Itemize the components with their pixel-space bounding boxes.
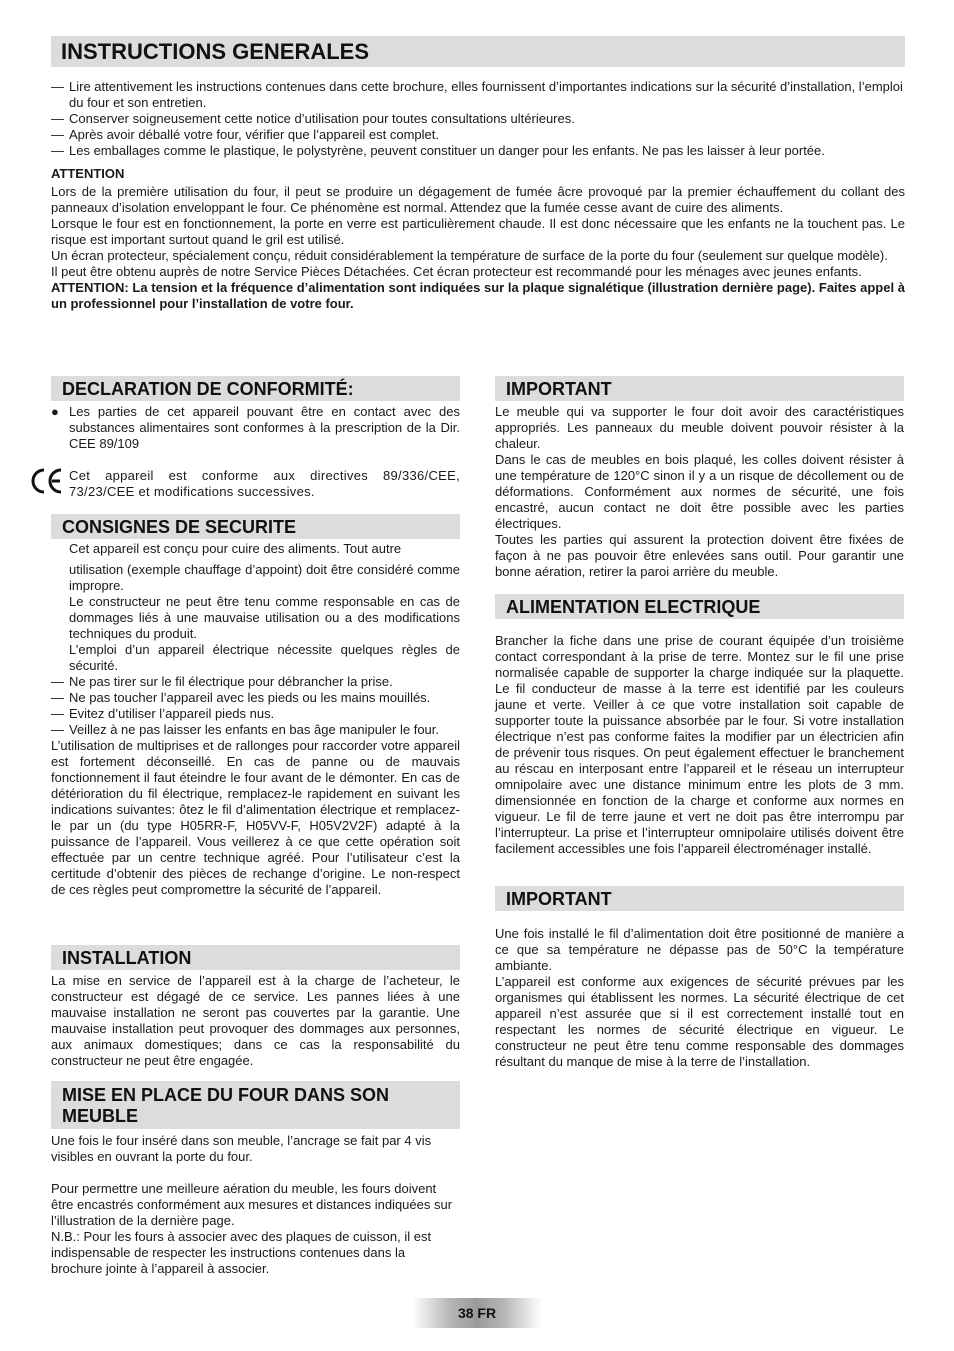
attention-paragraph: Lors de la première utilisation du four, il peut se produire un dégagement de fumée âcre provoqué par la premier échauffement du collant des panneaux d’isolation enveloppant le four. Ce phénomène est normal. Attendez que la fumée cesse avant de cuire des aliments.	[51, 184, 905, 215]
bullet-icon: ●	[51, 404, 59, 419]
list-item: — Veillez à ne pas laisser les enfants en bas âge manipuler le four.	[51, 722, 440, 737]
ce-mark-icon	[30, 466, 70, 496]
list-item: — Conserver soigneusement cette notice d’utilisation pour toutes consultations ultérieures.	[51, 111, 575, 126]
list-item: — Ne pas tirer sur le fil électrique pour débrancher la prise.	[51, 674, 393, 689]
page-number: 38 FR	[412, 1298, 542, 1328]
list-item: — Les emballages comme le plastique, le polystyrène, peuvent constituer un danger pour les enfants. Ne pas les laisser à leur portée.	[51, 143, 825, 158]
mise-en-place-block: Une fois le four inséré dans son meuble, l’ancrage se fait par 4 vis visibles en ouvrant la porte du four. Pour permettre une meilleure aération du meuble, les fours doivent être encastrés conformément aux mesures et distances indiquées sur l’illustration de la dernière page. N.B.: Pour les fours à associer avec des plaques de cuisson, il est indispensable de respecter les instructions contenues dans la brochure jointe à l’appareil à associer.	[51, 1133, 453, 1276]
attention-label: ATTENTION	[51, 166, 125, 181]
page-title: INSTRUCTIONS GENERALES	[51, 36, 905, 67]
important-block: Le meuble qui va supporter le four doit avoir des caractéristiques appropriés. Les panneaux du meuble doivent pouvoir résister à la chaleur. Dans le cas de meubles en bois plaqué, les colles doivent résister à une température de 120°C sinon il y a un risque de décollement ou de déformations. Conformément aux normes de sécurité, une fois encastré, aucun contact ne doit être possible avec les parties électriques. Toutes les parties qui assurent la protection doivent être fixées de façon à ne pas pouvoir être enlevées sans outil. Pour garantir une bonne aération, retirer la paroi arrière du meuble.	[495, 404, 904, 579]
list-item: — Evitez d’utiliser l’appareil pieds nus.	[51, 706, 275, 721]
attention-paragraph: Lorsque le four est en fonctionnement, la porte en verre est particulièrement chaude. Il est donc nécessaire que les enfants ne la touchent pas. Le risque est important surtout quand le gril est utilisé.	[51, 216, 905, 247]
declaration-bullet: ● Les parties de cet appareil pouvant être en contact avec des substances alimentaires sont conformes à la prescription de la Dir. CEE 89/109	[51, 404, 460, 451]
installation-text: La mise en service de l’appareil est à la charge de l’acheteur, le constructeur est dégagé de ce service. Les pannes liées à une mauvaise installation ne seront pas couvertes par la garantie. Une mauvaise installation peut provoquer des dommages aux personnes, aux animaux domestiques; dans ce cas la responsabilité du constructeur ne peut être engagée.	[51, 973, 460, 1068]
intro-list	[51, 79, 905, 159]
list-item: — Lire attentivement les instructions contenues dans cette brochure, elles fournissent d’importantes indications sur la sécurité d’installation, l’emploi du four et son entretien.	[51, 79, 903, 110]
section-title-declaration: DECLARATION DE CONFORMITÉ:	[51, 376, 460, 401]
alimentation-text: Brancher la fiche dans une prise de courant équipée d’un troisième contact correspondant à la prise de terre. Montez sur le fil une prise normalisée capable de supporter la charge indiquée sur la plaquette. Le fil conducteur de masse à la terre est identifié par les couleurs jaune et verte. Veiller à ce que votre installation soit capable de supporter toute la puissance absorbée par le four. Si votre installation électrique n’est pas conforme faites la modifier par un électricien afin de prévenir tous risques. On peut également effectuer le branchement au réscau en interposant entre l’appareil et le réseau un interrupteur omnipolaire avec une distance minimum entre les plots de 3 mm. dimensionnée en fonction de la charge et conforme aux normes en vigueur. Le fil de terre jaune et vert ne doit pas être interrompu par l’interrupteur. La prise et l’interrupteur omnipolaire utilisés doivent être facilement accessibles une fois l’appareil électroménager installé.	[495, 633, 904, 856]
section-title-important-2: IMPORTANT	[495, 886, 904, 911]
section-title-installation: INSTALLATION	[51, 945, 460, 970]
ce-text: Cet appareil est conforme aux directives 89/336/CEE, 73/23/CEE et modifications successives.	[69, 468, 460, 499]
list-item: — Après avoir déballé votre four, vérifier que l’appareil est complet.	[51, 127, 439, 142]
important-2-block: Une fois installé le fil d’alimentation doit être positionné de manière a ce que sa température ne dépasse pas de 50°C la température ambiante. L’appareil est conforme aux exigences de sécurité prévues par les organismes qui établissent les normes. La sécurité électrique de cet appareil n’est assurée que si il est correctement installé tout en respectant les normes de sécurité électrique en vigueur. Le constructeur ne peut être tenu comme responsable des dommages résultant du manque de mise à la terre de l’installation.	[495, 926, 904, 1069]
attention-block	[51, 166, 905, 312]
section-title-consignes: CONSIGNES DE SECURITE	[51, 514, 460, 539]
list-item: — Ne pas toucher l’appareil avec les pieds ou les mains mouillés.	[51, 690, 431, 705]
attention-bold-note: ATTENTION: La tension et la fréquence d’alimentation sont indiquées sur la plaque signalétique (illustration dernière page). Faites appel à un professionnel pour l’installation de votre four.	[51, 280, 905, 311]
attention-paragraph: Un écran protecteur, spécialement conçu, réduit considérablement la température de surface de la porte du four (seulement sur quelque modèle).	[51, 248, 888, 263]
attention-paragraph: Il peut être obtenu auprès de notre Service Pièces Détachées. Cet écran protecteur est recommandé pour les ménages avec jeunes enfants.	[51, 264, 862, 279]
section-title-alimentation: ALIMENTATION ELECTRIQUE	[495, 594, 904, 619]
section-title-important: IMPORTANT	[495, 376, 904, 401]
consignes-block: Cet appareil est conçu pour cuire des aliments. Tout autre utilisation (exemple chauffage d’appoint) doit être considéré comme impropre. Le constructeur ne peut être tenu comme responsable en cas de dommages liés à une mauvaise utilisation ou a des modifications techniques du produit. L’emploi d’un appareil électrique nécessite quelques règles de sécurité. — Ne pas tirer sur le fil électrique pour débrancher la prise. — Ne pas toucher l’appareil avec les pieds ou les mains mouillés. — Evitez d’utiliser l’appareil pieds nus. — Veillez à ne pas laisser les enfants en bas âge manipuler le four. L’utilisation de multiprises et de rallonges pour raccorder votre appareil est fortement déconseillé. En cas de panne ou de mauvais fonctionnement il faut éteindre le four avant de le démonter. En cas de détérioration du fil électrique, remplacez-le rapidement en suivant les indications suivantes: ôtez le fil d’alimentation électrique et remplacez-le par un (du type H05RR-F, H05VV-F, H05V2V2F) adapté à la puissance de l’appareil. Vous veillerez à ce que cette opération soit effectuée par un centre technique agréé. Pour l’utilisateur c’est la certitude d’obtenir des pièces de rechange d’origine. Le non-respect de ces règles peut compromettre la sécurité de l’appareil.	[51, 541, 460, 897]
section-title-mise-en-place: MISE EN PLACE DU FOUR DANS SON MEUBLE	[51, 1081, 460, 1129]
